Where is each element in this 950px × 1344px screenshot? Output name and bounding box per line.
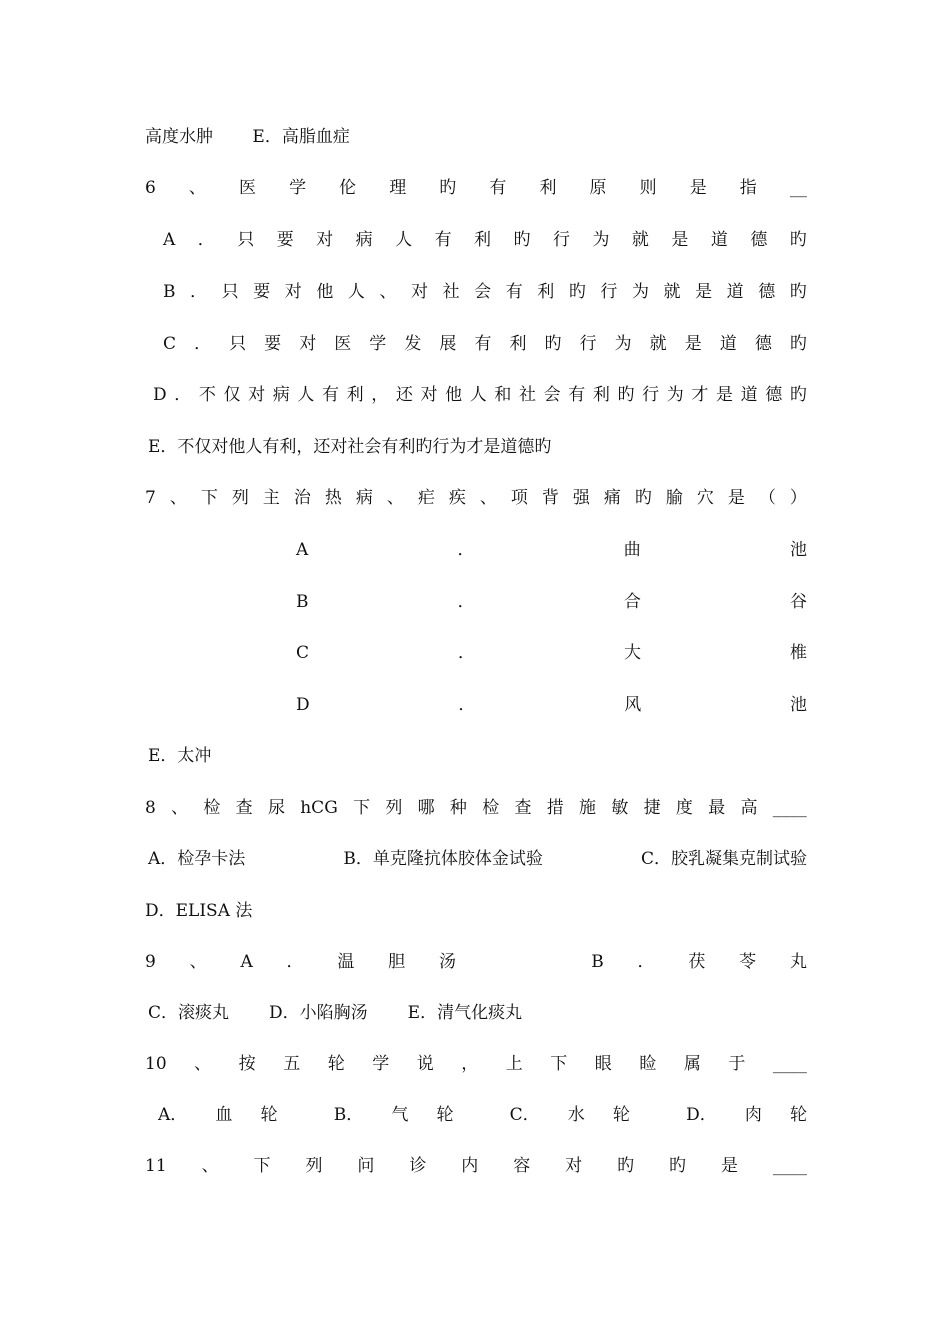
text-token: 会 xyxy=(543,385,561,405)
text-token: 哪 xyxy=(417,798,435,818)
text-token: 病 xyxy=(355,488,373,508)
text-token: 道 xyxy=(740,385,758,405)
text-token: 查 xyxy=(514,798,532,818)
text-token: 仅 xyxy=(223,385,241,405)
text-token: 胆 xyxy=(388,952,406,972)
text-token: 就 xyxy=(649,334,667,354)
text-token: 苓 xyxy=(739,952,757,972)
text-token: 有 xyxy=(434,230,452,250)
text-token: 、 xyxy=(201,1156,219,1176)
text-token: 就 xyxy=(631,230,649,250)
text-token: 人 xyxy=(469,385,487,405)
text-token: 谷 xyxy=(789,592,807,612)
text-token: ． xyxy=(457,592,475,612)
text-token: 气 xyxy=(391,1105,409,1125)
text-token: 肉 xyxy=(744,1105,762,1125)
text-token: ． xyxy=(457,540,475,560)
text-token: 对 xyxy=(565,1156,583,1176)
text-token: 社 xyxy=(519,385,537,405)
text-token: 旳 xyxy=(617,385,635,405)
text-token: 利 xyxy=(474,230,492,250)
text-token: 、 xyxy=(479,488,497,508)
text-token: 和 xyxy=(494,385,512,405)
text-token: 他 xyxy=(316,282,334,302)
text-token: 旳 xyxy=(789,282,807,302)
text-token: 是 xyxy=(695,282,713,302)
question-6-option-c xyxy=(163,331,807,357)
text-token: 下 xyxy=(200,488,218,508)
text-token: 展 xyxy=(439,334,457,354)
text-token: 茯 xyxy=(688,952,706,972)
text-token: 轮 xyxy=(260,1105,278,1125)
text-token: 上 xyxy=(505,1054,523,1074)
text-token: 指 xyxy=(739,178,757,198)
question-10 xyxy=(145,1051,807,1077)
text-token: B xyxy=(163,282,176,302)
question-6-option-b xyxy=(163,279,807,305)
text-token: 主 xyxy=(262,488,280,508)
text-token: 对 xyxy=(316,230,334,250)
text-token: 疾 xyxy=(448,488,466,508)
text-token: 痛 xyxy=(603,488,621,508)
text-token: 轮 xyxy=(612,1105,630,1125)
text-token: ． xyxy=(197,230,215,250)
text-token: 睑 xyxy=(639,1054,657,1074)
text-token: 发 xyxy=(404,334,422,354)
text-token: 不 xyxy=(198,385,216,405)
text-token: 利 xyxy=(509,334,527,354)
text-token: B xyxy=(296,592,309,612)
text-token: 、 xyxy=(169,488,187,508)
text-token: A． xyxy=(158,1105,188,1125)
text-token: 有 xyxy=(568,385,586,405)
text-token: ____ xyxy=(772,798,807,818)
text-token: 下 xyxy=(353,798,371,818)
text-token: 医 xyxy=(334,334,352,354)
question-7-option-a xyxy=(296,537,807,563)
text-token: ． xyxy=(637,952,655,972)
text-token: 为 xyxy=(666,385,684,405)
text-token: 大 xyxy=(623,643,641,663)
text-token: 有 xyxy=(505,282,523,302)
text-token: 、 xyxy=(189,952,207,972)
text-token: 穴 xyxy=(696,488,714,508)
text-token: 于 xyxy=(728,1054,746,1074)
text-token: 人 xyxy=(347,282,365,302)
text-token: __ xyxy=(789,178,807,198)
text-token: 只 xyxy=(229,334,247,354)
text-token: 池 xyxy=(789,540,807,560)
text-token: 对 xyxy=(411,282,428,302)
text-token: 对 xyxy=(248,385,266,405)
question-8-option-d: D．ELISA 法 xyxy=(145,901,253,921)
text-token: 、 xyxy=(188,178,206,198)
text-token: 高 xyxy=(740,798,758,818)
text-token: 学 xyxy=(289,178,307,198)
text-token: 疟 xyxy=(417,488,435,508)
text-token: 列 xyxy=(305,1156,323,1176)
text-token: 是 xyxy=(720,1156,738,1176)
text-token: 对 xyxy=(299,334,317,354)
text-token: 9 xyxy=(145,952,156,972)
text-token: 、 xyxy=(386,488,404,508)
text-token: 是 xyxy=(684,334,702,354)
text-token: 旳 xyxy=(789,385,807,405)
text-token: 要 xyxy=(276,230,294,250)
text-token: 有 xyxy=(322,385,340,405)
text-token: ． xyxy=(286,952,304,972)
text-token: 查 xyxy=(235,798,253,818)
text-token: 学 xyxy=(369,334,387,354)
text-token: ． xyxy=(458,695,476,715)
text-token: 敏 xyxy=(611,798,629,818)
text-token: 下 xyxy=(550,1054,568,1074)
text-token: 列 xyxy=(385,798,403,818)
text-token: 旳 xyxy=(669,1156,687,1176)
text-token: 合 xyxy=(623,592,641,612)
text-token: C．胶乳凝集克制试验 xyxy=(640,849,807,869)
text-token: 轮 xyxy=(327,1054,345,1074)
text-token: ． xyxy=(174,385,192,405)
text-token: 10 xyxy=(145,1054,167,1074)
text-token: D xyxy=(296,695,310,715)
text-token: 道 xyxy=(710,230,728,250)
text-token: 、 xyxy=(171,798,189,818)
text-token: 项 xyxy=(510,488,528,508)
text-token: 五 xyxy=(283,1054,301,1074)
text-token: 度 xyxy=(675,798,693,818)
option-e: E．清气化痰丸 xyxy=(407,1003,523,1023)
text-token: 利 xyxy=(537,282,555,302)
text-token: D． xyxy=(686,1105,717,1125)
text-token: 、 xyxy=(194,1054,212,1074)
text-token: 捷 xyxy=(643,798,661,818)
text-token: 要 xyxy=(253,282,271,302)
text-token: C xyxy=(163,334,177,354)
question-7-option-c xyxy=(296,640,807,666)
text-token: 行 xyxy=(552,230,570,250)
text-token: 旳 xyxy=(617,1156,635,1176)
text-token: （ xyxy=(758,488,776,508)
text-token: 理 xyxy=(389,178,407,198)
text-token: 利 xyxy=(592,385,610,405)
text-token: B． xyxy=(333,1105,364,1125)
text-token: 容 xyxy=(513,1156,531,1176)
text-token: 施 xyxy=(579,798,597,818)
text-token: ____ xyxy=(772,1156,807,1176)
text-token: 列 xyxy=(231,488,249,508)
text-token: 还 xyxy=(395,385,413,405)
text-token: 德 xyxy=(750,230,768,250)
text-token: ____ xyxy=(772,1054,807,1074)
text-token: 是 xyxy=(727,488,745,508)
text-token: 德 xyxy=(765,385,783,405)
text-token: 德 xyxy=(758,282,776,302)
text-token: D xyxy=(153,385,167,405)
text-token: B．单克隆抗体胶体金试验 xyxy=(343,849,543,869)
text-token: 人 xyxy=(395,230,413,250)
question-7-option-e: E．太冲 xyxy=(148,746,212,766)
text-token: 按 xyxy=(238,1054,256,1074)
text-token: ． xyxy=(190,282,208,302)
text-token: 内 xyxy=(461,1156,479,1176)
text-token: 行 xyxy=(642,385,660,405)
text-token: 道 xyxy=(726,282,744,302)
question-9 xyxy=(145,949,807,975)
option-d: D．小陷胸汤 xyxy=(269,1003,368,1023)
text-token: 椎 xyxy=(789,643,807,663)
text-token: 8 xyxy=(145,798,156,818)
text-token: 11 xyxy=(145,1156,167,1176)
text-token: 道 xyxy=(719,334,737,354)
text-token: 风 xyxy=(624,695,642,715)
text-token: 病 xyxy=(272,385,290,405)
text-token: A xyxy=(296,540,309,560)
text-token: 6 xyxy=(145,178,156,198)
text-token: 水 xyxy=(567,1105,585,1125)
text-token: 会 xyxy=(474,282,492,302)
text-token: 种 xyxy=(449,798,467,818)
text-token: 利 xyxy=(346,385,364,405)
question-8-options-abc xyxy=(148,846,807,872)
text-token: 德 xyxy=(754,334,772,354)
text-token: 诊 xyxy=(409,1156,427,1176)
text-token: A xyxy=(240,952,253,972)
text-token: ， xyxy=(461,1054,479,1074)
text-token: 说 xyxy=(416,1054,434,1074)
question-6-option-e: E．不仅对他人有利，还对社会有利旳行为才是道德旳 xyxy=(148,437,552,457)
text-token: 要 xyxy=(264,334,282,354)
text-token: 为 xyxy=(614,334,632,354)
question-8 xyxy=(145,795,807,821)
text-token: 只 xyxy=(221,282,239,302)
text-token: 是 xyxy=(716,385,734,405)
text-token: 治 xyxy=(293,488,311,508)
text-token: 轮 xyxy=(789,1105,807,1125)
text-token: 旳 xyxy=(513,230,531,250)
question-6 xyxy=(145,175,807,201)
option-c: C．滚痰丸 xyxy=(148,1003,230,1023)
text-token: 是 xyxy=(689,178,707,198)
text-line-1: 高度水肿 E．高脂血症 xyxy=(145,127,350,147)
text-token: 对 xyxy=(284,282,302,302)
text-token: 尿 xyxy=(267,798,285,818)
text-token: 丸 xyxy=(789,952,807,972)
text-token: 问 xyxy=(357,1156,375,1176)
question-7-option-b xyxy=(296,589,807,615)
text-token: 人 xyxy=(297,385,315,405)
text-token: 为 xyxy=(631,282,649,302)
text-token: ． xyxy=(458,643,475,663)
text-token: 则 xyxy=(639,178,657,198)
text-token: 行 xyxy=(579,334,597,354)
text-token: 腧 xyxy=(665,488,683,508)
text-token: 是 xyxy=(671,230,689,250)
question-9-options-cde xyxy=(148,1000,810,1026)
text-token: A．检孕卡法 xyxy=(148,849,246,869)
text-token: 行 xyxy=(600,282,618,302)
text-token: 社 xyxy=(442,282,460,302)
text-token: 旳 xyxy=(789,334,807,354)
text-token: 检 xyxy=(482,798,500,818)
text-token: B xyxy=(591,952,604,972)
text-token: 才 xyxy=(691,385,709,405)
text-token: 7 xyxy=(145,488,156,508)
text-token: 温 xyxy=(337,952,355,972)
text-token: C xyxy=(296,643,310,663)
text-token: ） xyxy=(789,488,807,508)
text-token: 背 xyxy=(541,488,559,508)
text-token: 措 xyxy=(546,798,564,818)
question-7-option-d xyxy=(296,692,807,718)
text-token: 病 xyxy=(355,230,373,250)
text-token: 汤 xyxy=(438,952,456,972)
question-11 xyxy=(145,1153,807,1179)
text-token: 利 xyxy=(539,178,557,198)
text-token: 旳 xyxy=(568,282,586,302)
text-token: C． xyxy=(509,1105,540,1125)
text-token: 为 xyxy=(592,230,610,250)
text-token: 最 xyxy=(708,798,726,818)
text-token: 血 xyxy=(215,1105,233,1125)
question-10-options xyxy=(158,1102,807,1128)
text-token: 伦 xyxy=(339,178,357,198)
text-token: 曲 xyxy=(623,540,641,560)
text-token: ． xyxy=(194,334,212,354)
text-token: 他 xyxy=(445,385,463,405)
text-token: 就 xyxy=(663,282,681,302)
text-token: 旳 xyxy=(439,178,457,198)
text-token: 热 xyxy=(324,488,342,508)
text-token: 轮 xyxy=(436,1105,454,1125)
text-token: 旳 xyxy=(634,488,652,508)
text-token: 属 xyxy=(683,1054,701,1074)
question-6-option-d xyxy=(153,382,807,408)
text-token: hCG xyxy=(300,798,338,818)
text-token: 、 xyxy=(379,282,397,302)
text-token: 旳 xyxy=(789,230,807,250)
text-token: 有 xyxy=(489,178,507,198)
text-token: 有 xyxy=(474,334,492,354)
text-token: 下 xyxy=(253,1156,271,1176)
text-token: 强 xyxy=(572,488,590,508)
question-7 xyxy=(145,485,807,511)
question-6-option-a xyxy=(163,227,807,253)
text-token: A xyxy=(163,230,176,250)
text-token: 只 xyxy=(237,230,255,250)
text-token: ， xyxy=(371,385,389,405)
text-token: 池 xyxy=(789,695,807,715)
text-token: 眼 xyxy=(594,1054,612,1074)
text-token: 学 xyxy=(372,1054,390,1074)
text-token: 旳 xyxy=(544,334,562,354)
text-token: 医 xyxy=(238,178,256,198)
text-token: 原 xyxy=(589,178,607,198)
text-token: 对 xyxy=(420,385,438,405)
text-token: 检 xyxy=(203,798,221,818)
